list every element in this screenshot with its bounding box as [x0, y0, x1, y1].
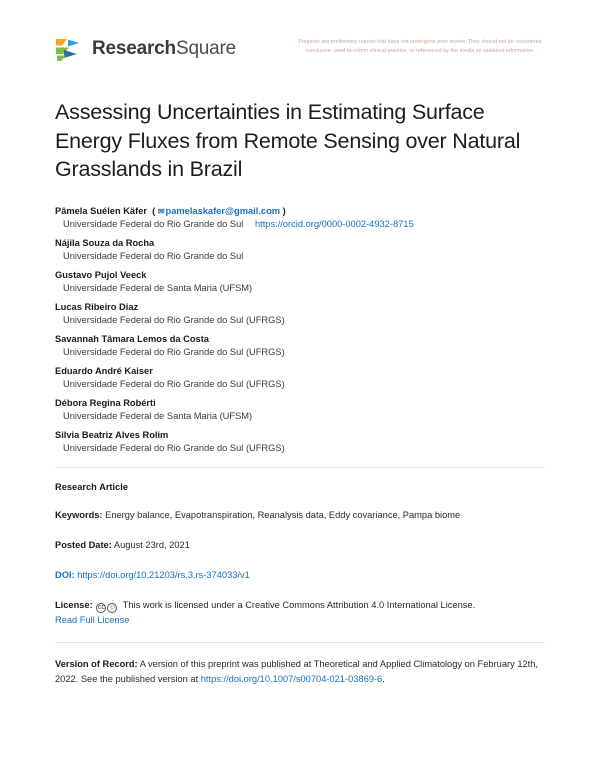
author-affiliation: Universidade Federal de Santa Maria (UFSM) [63, 282, 253, 293]
envelope-icon: ✉ [157, 206, 165, 216]
page-title: Assessing Uncertainties in Estimating Surface Energy Fluxes from Remote Sensing over Natural Grasslands in Brazil [55, 100, 521, 182]
author-affiliation: Universidade Federal do Rio Grande do Sul (UFRGS) [63, 346, 285, 357]
author-name: Silvia Beatriz Alves Rolim [55, 429, 169, 440]
author-name-row [55, 206, 545, 216]
author-affiliation: Universidade Federal do Rio Grande do Sul [63, 218, 244, 229]
page-header [55, 30, 545, 76]
published-version-link[interactable]: https://doi.org/10.1007/s00704-021-03869-6 [200, 673, 383, 684]
posted-date-value: August 23rd, 2021 [113, 539, 190, 550]
divider [55, 642, 545, 643]
author-entry [55, 270, 545, 293]
posted-date-label: Posted Date: [55, 539, 112, 550]
keywords-label: Keywords: [55, 509, 103, 520]
author-name: Eduardo André Kaiser [55, 365, 153, 376]
author-name: Gustavo Pujol Veeck [55, 269, 147, 280]
keywords-row [55, 509, 545, 523]
license-row [55, 599, 545, 628]
preprint-disclaimer: Preprints are preliminary reports that have not undergone peer review. They should not be considered conclusive, used to inform clinical practice, or referenced by the media as validated information. [298, 39, 542, 55]
version-of-record-label: Version of Record: [55, 659, 138, 670]
logo-word-square: Square [175, 38, 237, 59]
author-name: Débora Regina Robérti [55, 397, 156, 408]
author-name: Nájila Souza da Rocha [55, 237, 155, 248]
email-close-paren: ) [280, 205, 286, 216]
research-square-logo-icon [55, 36, 85, 62]
research-square-logo-text [92, 38, 236, 60]
cc-circle-icon: cc [97, 603, 105, 611]
version-of-record-text-after: . [382, 673, 385, 684]
license-text: This work is licensed under a Creative Commons Attribution 4.0 International License. [122, 599, 476, 610]
author-name: Pâmela Suélen Käfer [55, 205, 147, 216]
version-of-record-text: A version of this preprint was published at Theoretical and Applied Climatology on February 12th, 2022. See the published version at [55, 659, 539, 684]
author-entry [55, 334, 545, 357]
version-of-record-row [55, 657, 545, 686]
author-name: Savannah Tâmara Lemos da Costa [55, 333, 209, 344]
author-entry [55, 302, 545, 325]
author-orcid-link[interactable]: https://orcid.org/0000-0002-4932-8715 [254, 218, 414, 229]
author-entry [55, 206, 545, 229]
license-label: License: [55, 599, 93, 610]
author-list [55, 206, 545, 453]
author-entry [55, 238, 545, 261]
article-type: Research Article [55, 481, 129, 492]
research-square-logo [55, 30, 236, 62]
author-affiliation: Universidade Federal do Rio Grande do Sul (UFRGS) [63, 442, 285, 453]
read-full-license-link[interactable]: Read Full License [55, 614, 130, 625]
author-name: Lucas Ribeiro Diaz [55, 301, 139, 312]
doi-link[interactable]: https://doi.org/10.21203/rs.3.rs-374033/v1 [77, 569, 250, 580]
divider [55, 467, 545, 468]
author-affiliation: Universidade Federal de Santa Maria (UFSM) [63, 410, 253, 421]
posted-date-row [55, 539, 545, 553]
doi-label: DOI: [55, 569, 75, 580]
author-affiliation-row [55, 219, 545, 229]
email-open-paren: ( [149, 205, 158, 216]
doi-row [55, 569, 545, 583]
author-entry [55, 398, 545, 421]
author-affiliation: Universidade Federal do Rio Grande do Sul (UFRGS) [63, 378, 285, 389]
author-email-link[interactable]: pamelaskafer@gmail.com [165, 205, 281, 216]
author-affiliation: Universidade Federal do Rio Grande do Sul [63, 250, 244, 261]
cc-by-person-icon: ☺ [108, 603, 116, 611]
creative-commons-icon [96, 600, 118, 614]
author-affiliation: Universidade Federal do Rio Grande do Sul (UFRGS) [63, 314, 285, 325]
keywords-value: Energy balance, Evapotranspiration, Reanalysis data, Eddy covariance, Pampa biome [105, 509, 461, 520]
logo-word-research: Research [92, 38, 176, 59]
author-entry [55, 430, 545, 453]
author-entry [55, 366, 545, 389]
